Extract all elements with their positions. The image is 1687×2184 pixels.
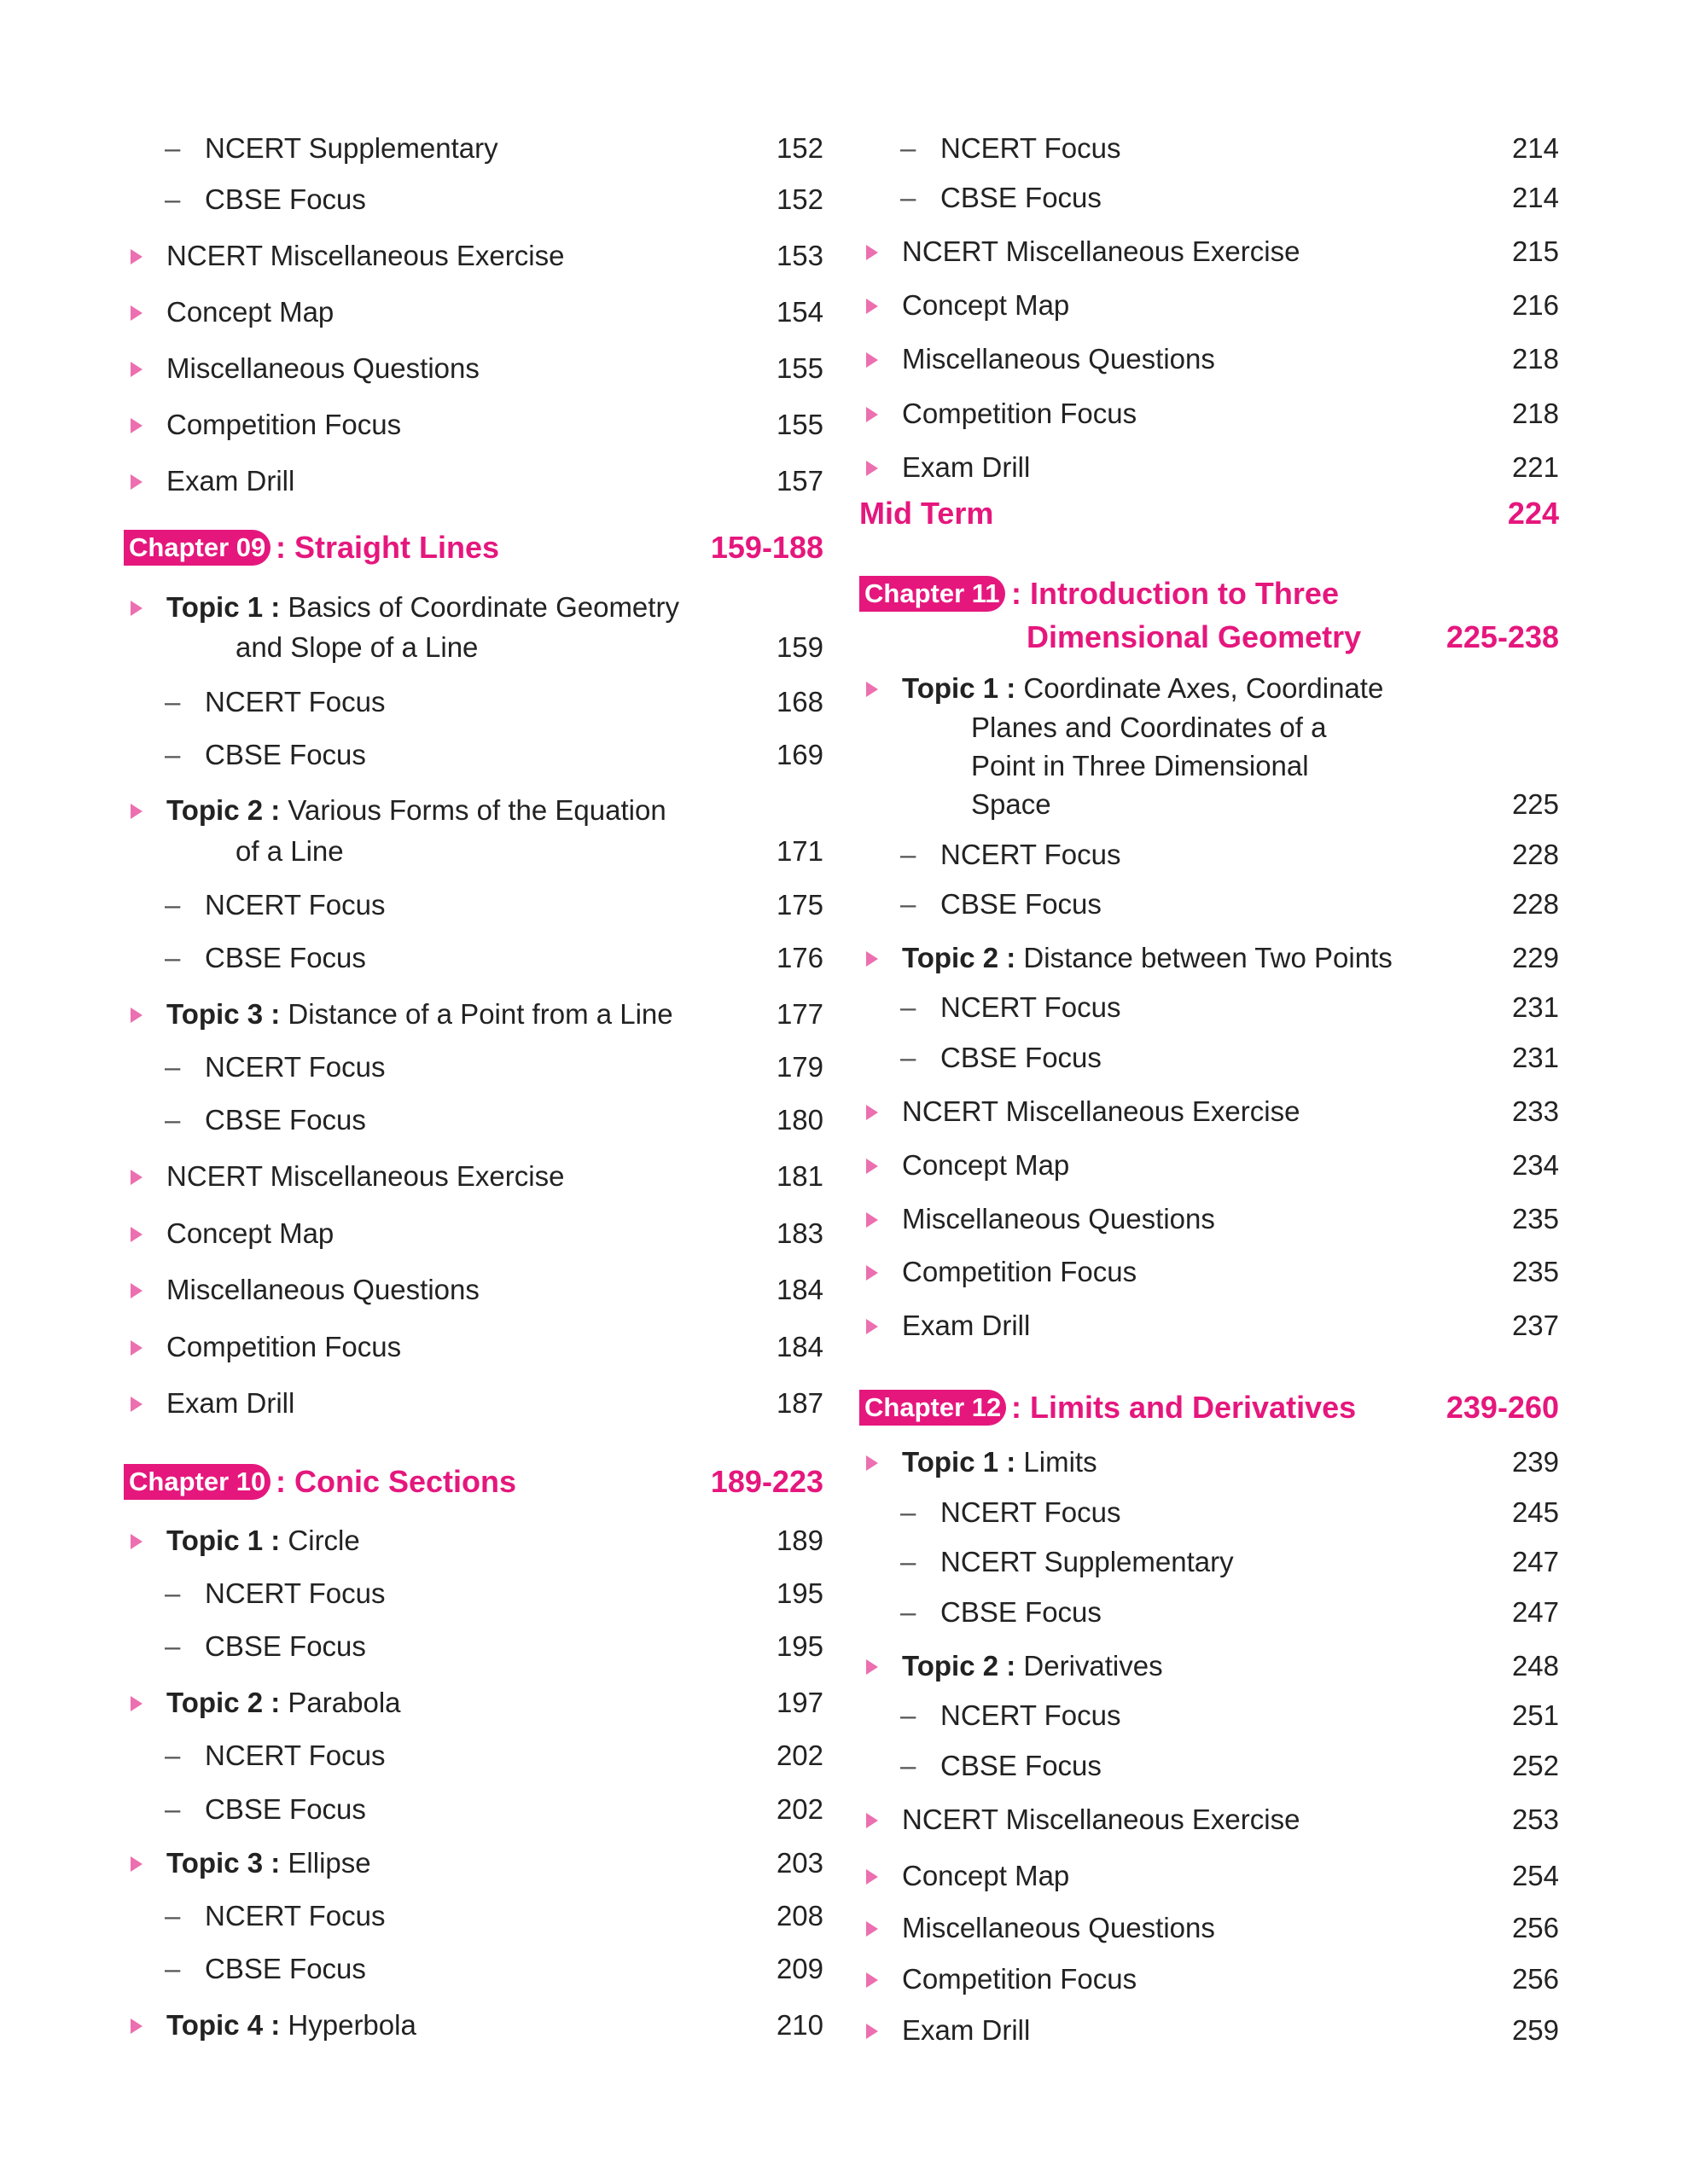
page-number: 218 [1511,398,1559,429]
topic-heading [902,1646,1163,1687]
chapter-page-range: 189-223 [710,1464,823,1499]
page-number: 254 [1511,1860,1559,1891]
topic-heading [902,668,1383,709]
page-number: 253 [1511,1804,1559,1835]
chapter-title: : Straight Lines [276,530,500,565]
dash-bullet-icon: – [165,132,181,164]
dash-bullet-icon: – [165,1793,181,1825]
topic-heading [166,2005,416,2046]
entry-title: NCERT Miscellaneous Exercise [902,1804,1300,1835]
page-number: 256 [1511,1912,1559,1943]
topic-label: Topic 2 : [902,1650,1016,1682]
subentry-title: CBSE Focus [940,888,1102,920]
page-number: 248 [1511,1650,1559,1682]
dash-bullet-icon: – [900,182,916,213]
triangle-bullet-icon [131,2018,143,2034]
topic-label: Topic 3 : [166,998,281,1030]
subentry-title: NCERT Focus [205,1577,386,1609]
chapter-page-range: 159-188 [710,530,823,565]
entry-title: Exam Drill [902,2014,1031,2046]
dash-bullet-icon: – [900,1699,916,1731]
page-number: 179 [776,1051,823,1083]
dash-bullet-icon: – [900,1042,916,1073]
page-number: 221 [1511,451,1559,483]
dash-bullet-icon: – [165,1051,181,1083]
topic-heading [166,1682,401,1723]
subentry-title: CBSE Focus [940,182,1102,213]
page-number: 256 [1511,1963,1559,1995]
topic-title: Coordinate Axes, Coordinate [1023,672,1384,704]
dash-bullet-icon: – [900,1496,916,1528]
page-number: 152 [776,132,823,164]
subentry-title: CBSE Focus [205,1630,366,1662]
topic-heading [166,790,666,831]
triangle-bullet-icon [131,1283,143,1298]
triangle-bullet-icon [866,1105,878,1120]
page-number: 216 [1511,289,1559,321]
entry-title: Exam Drill [166,1387,295,1419]
page-number: 177 [776,998,823,1030]
triangle-bullet-icon [131,1534,143,1549]
triangle-bullet-icon [866,951,878,967]
dash-bullet-icon: – [165,1104,181,1136]
entry-title: Competition Focus [902,1963,1137,1995]
page-number: 233 [1511,1095,1559,1127]
triangle-bullet-icon [866,1921,878,1937]
topic-label: Topic 2 : [166,1687,281,1718]
chapter-title: : Introduction to Three [1011,576,1339,611]
dash-bullet-icon: – [900,888,916,920]
triangle-bullet-icon [866,1319,878,1334]
page-number: 159 [776,631,823,663]
subentry-title: CBSE Focus [940,1750,1102,1781]
entry-title: NCERT Miscellaneous Exercise [902,1095,1300,1127]
page-number: 225 [1511,788,1559,820]
entry-title: Miscellaneous Questions [166,1274,480,1305]
triangle-bullet-icon [866,1813,878,1828]
page-number: 181 [776,1160,823,1192]
topic-label: Topic 1 : [902,672,1016,704]
page-number: 231 [1511,1042,1559,1073]
chapter-badge: Chapter 10 [124,1464,271,1500]
page-number: 218 [1511,343,1559,375]
subentry-title: NCERT Supplementary [205,132,498,164]
page-number: 228 [1511,888,1559,920]
dash-bullet-icon: – [165,183,181,215]
entry-title: Miscellaneous Questions [902,1912,1215,1943]
triangle-bullet-icon [131,804,143,819]
page-number: 228 [1511,839,1559,870]
mid-term-title: Mid Term [859,496,994,531]
subentry-title: NCERT Supplementary [940,1546,1234,1577]
triangle-bullet-icon [131,1696,143,1711]
chapter-badge: Chapter 11 [859,576,1005,612]
page-number: 209 [776,1953,823,1984]
subentry-title: NCERT Focus [205,1051,386,1083]
topic-label: Topic 1 : [166,1525,281,1556]
topic-label: Topic 2 : [166,794,281,826]
entry-title: NCERT Miscellaneous Exercise [902,235,1300,267]
subentry-title: NCERT Focus [940,1496,1121,1528]
dash-bullet-icon: – [165,1630,181,1662]
chapter-title-continued: Dimensional Geometry [1027,619,1362,654]
entry-title: Exam Drill [166,465,295,497]
dash-bullet-icon: – [900,1596,916,1628]
topic-label: Topic 4 : [166,2009,281,2041]
subentry-title: NCERT Focus [940,132,1121,164]
topic-title-continued: and Slope of a Line [236,631,479,663]
subentry-title: NCERT Focus [940,1699,1121,1731]
page-number: 189 [776,1525,823,1556]
triangle-bullet-icon [866,682,878,697]
page-number: 203 [776,1847,823,1879]
page-number: 197 [776,1687,823,1718]
topic-title: Hyperbola [288,2009,416,2041]
page-number: 176 [776,942,823,973]
entry-title: Concept Map [902,1860,1070,1891]
subentry-title: NCERT Focus [205,686,386,717]
page-number: 251 [1511,1699,1559,1731]
entry-title: Concept Map [166,1217,334,1249]
page-number: 157 [776,465,823,497]
subentry-title: CBSE Focus [205,1793,366,1825]
triangle-bullet-icon [866,1972,878,1988]
dash-bullet-icon: – [165,942,181,973]
topic-title: Ellipse [288,1847,371,1879]
page-number: 245 [1511,1496,1559,1528]
topic-label: Topic 3 : [166,1847,281,1879]
topic-heading [166,587,679,628]
page-number: 231 [1511,991,1559,1023]
subentry-title: CBSE Focus [205,739,366,770]
page-number: 247 [1511,1596,1559,1628]
dash-bullet-icon: – [165,739,181,770]
triangle-bullet-icon [131,1008,143,1023]
triangle-bullet-icon [131,1340,143,1356]
topic-title-continued: Point in Three Dimensional [971,750,1309,781]
chapter-title: : Limits and Derivatives [1011,1390,1357,1425]
topic-heading [902,1442,1097,1483]
entry-title: Exam Drill [902,451,1031,483]
triangle-bullet-icon [131,601,143,616]
page-number: 247 [1511,1546,1559,1577]
chapter-page-range: 239-260 [1446,1390,1559,1425]
subentry-title: NCERT Focus [205,889,386,921]
topic-heading [166,994,673,1035]
topic-title: Circle [288,1525,360,1556]
page-number: 184 [776,1274,823,1305]
entry-title: Competition Focus [166,1331,402,1362]
topic-title-continued: of a Line [236,835,344,867]
topic-title: Limits [1023,1446,1097,1478]
subentry-title: CBSE Focus [940,1042,1102,1073]
subentry-title: CBSE Focus [205,1104,366,1136]
page-number: 183 [776,1217,823,1249]
page-number: 152 [776,183,823,215]
page-number: 187 [776,1387,823,1419]
chapter-title: : Conic Sections [276,1464,517,1499]
page-number: 155 [776,352,823,384]
chapter-badge: Chapter 12 [859,1390,1006,1426]
triangle-bullet-icon [866,1659,878,1675]
subentry-title: NCERT Focus [205,1900,386,1931]
dash-bullet-icon: – [165,686,181,717]
page-number: 252 [1511,1750,1559,1781]
page-number: 202 [776,1740,823,1771]
triangle-bullet-icon [131,1397,143,1412]
page-number: 214 [1511,182,1559,213]
topic-title-continued: Space [971,788,1051,820]
triangle-bullet-icon [866,2024,878,2039]
entry-title: NCERT Miscellaneous Exercise [166,240,565,271]
triangle-bullet-icon [866,1159,878,1174]
page-number: 153 [776,240,823,271]
page-number: 214 [1511,132,1559,164]
page-number: 195 [776,1577,823,1609]
dash-bullet-icon: – [900,1750,916,1781]
dash-bullet-icon: – [900,132,916,164]
page-number: 171 [776,835,823,867]
page-number: 175 [776,889,823,921]
dash-bullet-icon: – [900,991,916,1023]
subentry-title: CBSE Focus [940,1596,1102,1628]
entry-title: Concept Map [902,1149,1070,1181]
subentry-title: NCERT Focus [940,839,1121,870]
page-number: 224 [1507,496,1559,531]
dash-bullet-icon: – [900,1546,916,1577]
topic-heading [166,1843,371,1884]
triangle-bullet-icon [131,249,143,264]
page-number: 155 [776,409,823,440]
page-number: 259 [1511,2014,1559,2046]
triangle-bullet-icon [131,1227,143,1242]
subentry-title: CBSE Focus [205,942,366,973]
page-number: 184 [776,1331,823,1362]
topic-title: Parabola [288,1687,401,1718]
page-number: 235 [1511,1203,1559,1234]
topic-heading [902,938,1393,979]
topic-title: Distance of a Point from a Line [288,998,673,1030]
triangle-bullet-icon [131,1170,143,1185]
dash-bullet-icon: – [165,1953,181,1984]
dash-bullet-icon: – [165,1577,181,1609]
chapter-badge: Chapter 09 [124,530,271,566]
chapter-page-range: 225-238 [1446,619,1559,654]
page-number: 180 [776,1104,823,1136]
triangle-bullet-icon [866,299,878,314]
topic-heading [166,1520,360,1561]
topic-title: Distance between Two Points [1023,942,1393,973]
entry-title: Competition Focus [166,409,402,440]
subentry-title: NCERT Focus [940,991,1121,1023]
topic-title: Derivatives [1023,1650,1163,1682]
topic-title: Basics of Coordinate Geometry [288,591,679,623]
page-number: 168 [776,686,823,717]
triangle-bullet-icon [131,418,143,433]
dash-bullet-icon: – [165,889,181,921]
page-number: 169 [776,739,823,770]
triangle-bullet-icon [866,245,878,260]
triangle-bullet-icon [131,474,143,490]
dash-bullet-icon: – [165,1900,181,1931]
entry-title: NCERT Miscellaneous Exercise [166,1160,565,1192]
page-number: 235 [1511,1256,1559,1287]
entry-title: Exam Drill [902,1310,1031,1341]
triangle-bullet-icon [131,1856,143,1872]
topic-label: Topic 1 : [902,1446,1016,1478]
page-number: 215 [1511,235,1559,267]
page-number: 234 [1511,1149,1559,1181]
entry-title: Concept Map [902,289,1070,321]
triangle-bullet-icon [131,305,143,321]
page-number: 208 [776,1900,823,1931]
dash-bullet-icon: – [165,1740,181,1771]
triangle-bullet-icon [866,1869,878,1885]
subentry-title: CBSE Focus [205,1953,366,1984]
page-number: 210 [776,2009,823,2041]
triangle-bullet-icon [866,1212,878,1228]
triangle-bullet-icon [866,352,878,368]
entry-title: Concept Map [166,296,334,328]
topic-title: Various Forms of the Equation [288,794,666,826]
page-number: 237 [1511,1310,1559,1341]
entry-title: Competition Focus [902,1256,1137,1287]
entry-title: Miscellaneous Questions [902,1203,1215,1234]
entry-title: Competition Focus [902,398,1137,429]
topic-label: Topic 1 : [166,591,281,623]
topic-title-continued: Planes and Coordinates of a [971,712,1327,743]
dash-bullet-icon: – [900,839,916,870]
triangle-bullet-icon [866,1455,878,1471]
triangle-bullet-icon [866,461,878,476]
page-number: 239 [1511,1446,1559,1478]
subentry-title: NCERT Focus [205,1740,386,1771]
page-number: 154 [776,296,823,328]
triangle-bullet-icon [131,362,143,377]
entry-title: Miscellaneous Questions [166,352,480,384]
triangle-bullet-icon [866,407,878,422]
triangle-bullet-icon [866,1265,878,1281]
page-number: 202 [776,1793,823,1825]
subentry-title: CBSE Focus [205,183,366,215]
topic-label: Topic 2 : [902,942,1016,973]
page-number: 229 [1511,942,1559,973]
entry-title: Miscellaneous Questions [902,343,1215,375]
page-number: 195 [776,1630,823,1662]
